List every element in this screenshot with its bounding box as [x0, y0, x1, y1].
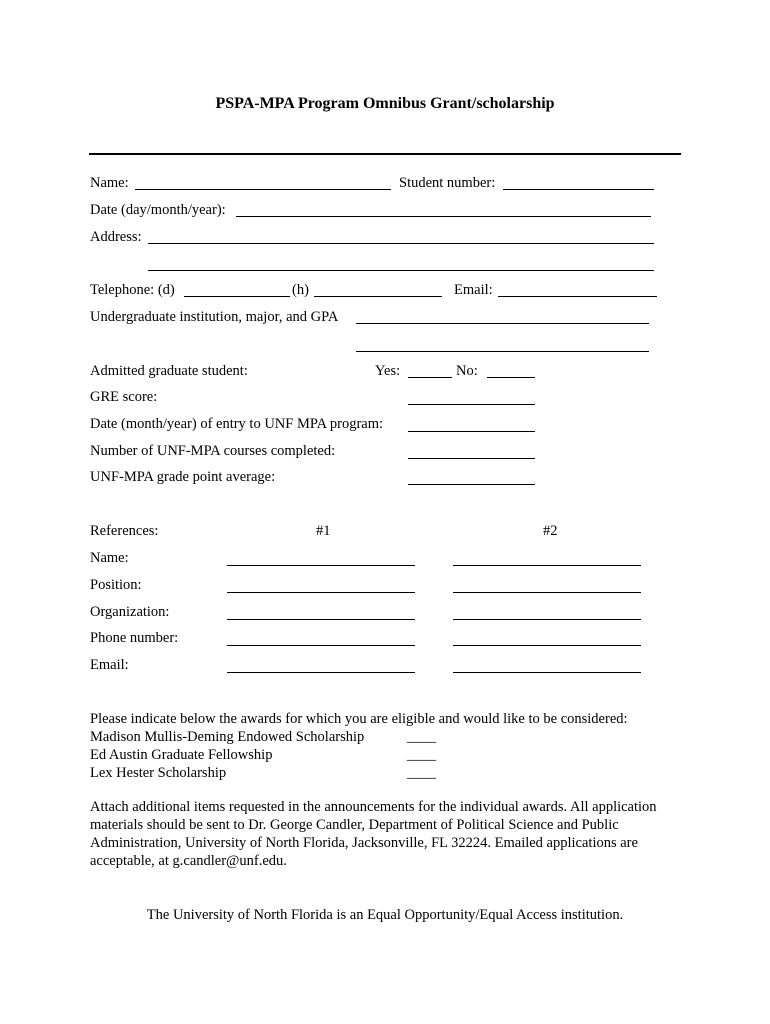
student-number-field[interactable]: [503, 189, 654, 190]
undergrad-label: Undergraduate institution, major, and GPA: [90, 309, 339, 325]
footer-notice: The University of North Florida is an Equal Opportunity/Equal Access institution.: [146, 907, 624, 923]
admitted-label: Admitted graduate student:: [90, 363, 248, 379]
name-label: Name:: [90, 175, 129, 191]
yes-field[interactable]: [408, 377, 452, 378]
ref1-position-field[interactable]: [227, 592, 415, 593]
entry-date-label: Date (month/year) of entry to UNF MPA program:: [90, 416, 384, 432]
address-field-line2[interactable]: [148, 270, 654, 271]
telephone-home-label: (h): [292, 282, 309, 298]
reference-1-header: #1: [316, 523, 331, 539]
email-field[interactable]: [498, 296, 657, 297]
date-field[interactable]: [236, 216, 651, 217]
gre-field[interactable]: [408, 404, 535, 405]
ref2-phone-field[interactable]: [453, 645, 641, 646]
telephone-home-field[interactable]: [314, 296, 442, 297]
ref-email-label: Email:: [90, 657, 129, 673]
entry-date-field[interactable]: [408, 431, 535, 432]
date-label: Date (day/month/year):: [90, 202, 226, 218]
gre-label: GRE score:: [90, 389, 158, 405]
reference-2-header: #2: [543, 523, 558, 539]
title-divider: [89, 153, 681, 155]
ref-position-label: Position:: [90, 577, 142, 593]
ref2-name-field[interactable]: [453, 565, 641, 566]
award-item-label: Ed Austin Graduate Fellowship: [90, 747, 273, 763]
address-label: Address:: [90, 229, 142, 245]
ref-organization-label: Organization:: [90, 604, 170, 620]
page-title: PSPA-MPA Program Omnibus Grant/scholarship: [215, 95, 555, 112]
courses-field[interactable]: [408, 458, 535, 459]
no-label: No:: [456, 363, 478, 379]
ref-name-label: Name:: [90, 550, 129, 566]
awards-intro: Please indicate below the awards for which you are eligible and would like to be considered:: [90, 711, 628, 727]
address-field-line1[interactable]: [148, 243, 654, 244]
name-field[interactable]: [135, 189, 391, 190]
yes-label: Yes:: [375, 363, 401, 379]
instructions-paragraph: Attach additional items requested in the announcements for the individual awards. All application materials should be sent to Dr. George Candler, Department of Political Science and Public Administration, University of North Florida, Jacksonville, FL 32224. Emailed applications are acceptable, at g.candler@unf.edu.: [90, 799, 657, 869]
ref-phone-label: Phone number:: [90, 630, 179, 646]
undergrad-field-line1[interactable]: [356, 323, 649, 324]
telephone-day-label: Telephone: (d): [90, 282, 175, 298]
award-checkbox-blank[interactable]: ____: [407, 729, 436, 745]
gpa-field[interactable]: [408, 484, 535, 485]
ref2-organization-field[interactable]: [453, 619, 641, 620]
references-label: References:: [90, 523, 159, 539]
award-checkbox-blank[interactable]: ____: [407, 765, 436, 781]
ref1-name-field[interactable]: [227, 565, 415, 566]
no-field[interactable]: [487, 377, 535, 378]
award-checkbox-blank[interactable]: ____: [407, 747, 436, 763]
telephone-day-field[interactable]: [184, 296, 290, 297]
email-label: Email:: [454, 282, 493, 298]
ref1-phone-field[interactable]: [227, 645, 415, 646]
ref1-organization-field[interactable]: [227, 619, 415, 620]
student-number-label: Student number:: [399, 175, 496, 191]
award-item-label: Madison Mullis-Deming Endowed Scholarship: [90, 729, 365, 745]
courses-label: Number of UNF-MPA courses completed:: [90, 443, 336, 459]
ref1-email-field[interactable]: [227, 672, 415, 673]
undergrad-field-line2[interactable]: [356, 351, 649, 352]
ref2-position-field[interactable]: [453, 592, 641, 593]
ref2-email-field[interactable]: [453, 672, 641, 673]
gpa-label: UNF-MPA grade point average:: [90, 469, 276, 485]
award-item-label: Lex Hester Scholarship: [90, 765, 227, 781]
